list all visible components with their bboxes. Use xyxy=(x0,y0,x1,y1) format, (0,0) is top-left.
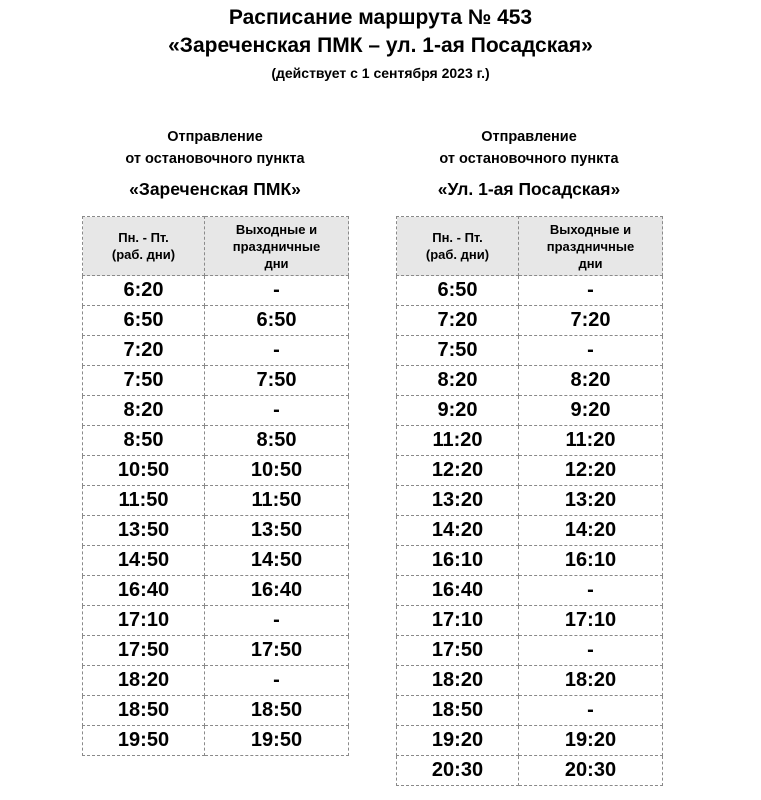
weekday-time-cell: 18:50 xyxy=(83,696,205,726)
weekday-time-cell: 6:50 xyxy=(397,276,519,306)
weekday-header xyxy=(397,217,519,276)
weekday-header-line: Пн. - Пт. xyxy=(118,230,169,245)
weekend-time-cell: 13:50 xyxy=(205,516,349,546)
table-row xyxy=(83,546,349,576)
stop-name: «Ул. 1-ая Посадская» xyxy=(437,179,621,199)
table-row xyxy=(397,606,663,636)
weekend-time-cell: 14:20 xyxy=(519,516,663,546)
effective-date: (действует с 1 сентября 2023 г.) xyxy=(271,65,490,81)
table-row xyxy=(397,576,663,606)
right-schedule-table xyxy=(396,216,663,786)
table-row xyxy=(83,606,349,636)
stop-name: «Зареченская ПМК» xyxy=(129,179,301,199)
left-schedule-table xyxy=(82,216,349,756)
weekend-header-line: Выходные и xyxy=(549,221,632,237)
table-header-row xyxy=(397,217,663,276)
weekday-time-cell: 19:50 xyxy=(83,726,205,756)
weekday-time-cell: 17:50 xyxy=(83,636,205,666)
weekend-time-cell: 11:20 xyxy=(519,426,663,456)
weekend-time-cell: - xyxy=(519,336,663,366)
weekday-time-cell: 11:20 xyxy=(397,426,519,456)
weekend-time-cell: - xyxy=(519,696,663,726)
table-row xyxy=(83,636,349,666)
table-row xyxy=(397,726,663,756)
route-title: Расписание маршрута № 453 xyxy=(228,6,533,29)
weekday-header-line: (раб. дни) xyxy=(425,247,490,262)
weekend-header-line: праздничные xyxy=(232,238,321,254)
weekend-time-cell: - xyxy=(205,336,349,366)
weekend-time-cell: 8:20 xyxy=(519,366,663,396)
weekday-time-cell: 16:40 xyxy=(83,576,205,606)
table-row xyxy=(83,276,349,306)
weekday-time-cell: 18:50 xyxy=(397,696,519,726)
weekday-time-cell: 17:50 xyxy=(397,636,519,666)
weekend-header-line: дни xyxy=(578,255,603,271)
table-row xyxy=(83,306,349,336)
weekend-time-cell: 17:10 xyxy=(519,606,663,636)
table-row xyxy=(83,666,349,696)
weekend-time-cell: 17:50 xyxy=(205,636,349,666)
weekend-time-cell: 18:50 xyxy=(205,696,349,726)
weekday-time-cell: 7:50 xyxy=(83,366,205,396)
table-row xyxy=(397,696,663,726)
weekend-time-cell: - xyxy=(205,276,349,306)
weekend-time-cell: - xyxy=(519,576,663,606)
weekend-time-cell: 11:50 xyxy=(205,486,349,516)
table-row xyxy=(397,636,663,666)
table-row xyxy=(397,276,663,306)
table-row xyxy=(83,516,349,546)
table-row xyxy=(83,726,349,756)
weekend-time-cell: - xyxy=(519,276,663,306)
table-row xyxy=(83,486,349,516)
weekday-time-cell: 16:10 xyxy=(397,546,519,576)
weekend-header xyxy=(205,217,349,276)
weekday-time-cell: 19:20 xyxy=(397,726,519,756)
weekday-header-line: Пн. - Пт. xyxy=(432,230,483,245)
route-name: «Зареченская ПМК – ул. 1-ая Посадская» xyxy=(168,34,593,57)
table-row xyxy=(83,366,349,396)
table-row xyxy=(397,396,663,426)
weekday-time-cell: 17:10 xyxy=(83,606,205,636)
table-row xyxy=(397,366,663,396)
weekday-time-cell: 11:50 xyxy=(83,486,205,516)
weekend-time-cell: 19:20 xyxy=(519,726,663,756)
weekday-time-cell: 6:20 xyxy=(83,276,205,306)
weekend-time-cell: 20:30 xyxy=(519,756,663,786)
weekday-time-cell: 13:20 xyxy=(397,486,519,516)
table-row xyxy=(83,426,349,456)
table-row xyxy=(397,456,663,486)
weekend-header xyxy=(519,217,663,276)
weekday-time-cell: 17:10 xyxy=(397,606,519,636)
weekend-time-cell: 16:10 xyxy=(519,546,663,576)
weekend-time-cell: - xyxy=(519,636,663,666)
weekend-time-cell: 9:20 xyxy=(519,396,663,426)
weekend-time-cell: 7:50 xyxy=(205,366,349,396)
weekend-header-line: дни xyxy=(264,255,289,271)
weekend-time-cell: - xyxy=(205,396,349,426)
table-row xyxy=(397,546,663,576)
weekday-time-cell: 14:50 xyxy=(83,546,205,576)
weekend-time-cell: 12:20 xyxy=(519,456,663,486)
weekday-time-cell: 14:20 xyxy=(397,516,519,546)
weekend-time-cell: 8:50 xyxy=(205,426,349,456)
weekday-time-cell: 6:50 xyxy=(83,306,205,336)
weekday-time-cell: 8:20 xyxy=(83,396,205,426)
right-schedule-body xyxy=(397,276,663,786)
weekday-header xyxy=(83,217,205,276)
weekend-header-line: Выходные и xyxy=(235,221,318,237)
left-column-header xyxy=(60,126,370,202)
weekday-time-cell: 18:20 xyxy=(83,666,205,696)
departure-label: Отправление xyxy=(481,129,577,145)
left-schedule-body xyxy=(83,276,349,756)
weekday-time-cell: 10:50 xyxy=(83,456,205,486)
weekend-time-cell: 7:20 xyxy=(519,306,663,336)
weekend-time-cell: - xyxy=(205,606,349,636)
weekday-time-cell: 16:40 xyxy=(397,576,519,606)
right-column-header xyxy=(374,126,684,202)
table-header-row xyxy=(83,217,349,276)
table-row xyxy=(83,576,349,606)
weekday-time-cell: 13:50 xyxy=(83,516,205,546)
schedule-title xyxy=(0,4,761,84)
weekday-time-cell: 12:20 xyxy=(397,456,519,486)
table-row xyxy=(397,486,663,516)
table-row xyxy=(83,336,349,366)
weekday-header-line: (раб. дни) xyxy=(111,247,176,262)
weekend-time-cell: 14:50 xyxy=(205,546,349,576)
weekend-time-cell: 10:50 xyxy=(205,456,349,486)
weekend-time-cell: 19:50 xyxy=(205,726,349,756)
table-row xyxy=(83,456,349,486)
table-row xyxy=(397,426,663,456)
weekday-time-cell: 7:20 xyxy=(397,306,519,336)
from-stop-label: от остановочного пункта xyxy=(439,151,619,167)
weekday-time-cell: 8:20 xyxy=(397,366,519,396)
departure-label: Отправление xyxy=(167,129,263,145)
weekday-time-cell: 8:50 xyxy=(83,426,205,456)
weekday-time-cell: 9:20 xyxy=(397,396,519,426)
weekend-time-cell: 13:20 xyxy=(519,486,663,516)
weekend-time-cell: 6:50 xyxy=(205,306,349,336)
table-row xyxy=(397,336,663,366)
table-row xyxy=(397,516,663,546)
weekend-time-cell: 16:40 xyxy=(205,576,349,606)
table-row xyxy=(397,756,663,786)
weekend-time-cell: - xyxy=(205,666,349,696)
weekday-time-cell: 20:30 xyxy=(397,756,519,786)
weekend-header-line: праздничные xyxy=(546,238,635,254)
weekday-time-cell: 18:20 xyxy=(397,666,519,696)
table-row xyxy=(397,306,663,336)
from-stop-label: от остановочного пункта xyxy=(125,151,305,167)
weekday-time-cell: 7:20 xyxy=(83,336,205,366)
table-row xyxy=(397,666,663,696)
table-row xyxy=(83,696,349,726)
weekend-time-cell: 18:20 xyxy=(519,666,663,696)
weekday-time-cell: 7:50 xyxy=(397,336,519,366)
table-row xyxy=(83,396,349,426)
